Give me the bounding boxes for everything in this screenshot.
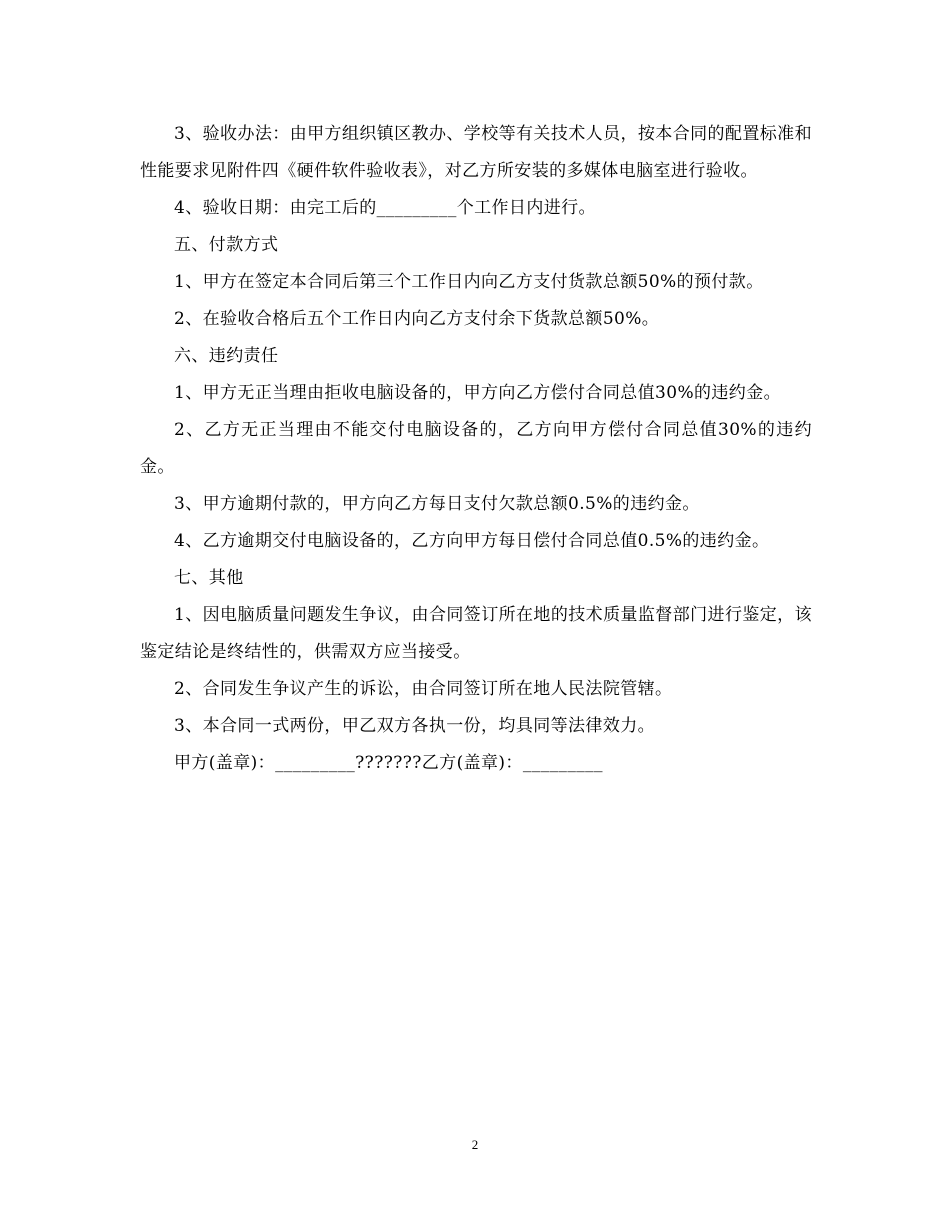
section-heading-payment: 五、付款方式 (174, 235, 279, 255)
paragraph-payment-1: 1、甲方在签定本合同后第三个工作日内向乙方支付货款总额50%的预付款。 (174, 272, 764, 292)
paragraph-liability-1: 1、甲方无正当理由拒收电脑设备的，甲方向乙方偿付合同总值30%的违约金。 (174, 383, 781, 403)
paragraph-liability-4: 4、乙方逾期交付电脑设备的，乙方向甲方每日偿付合同总值0.5%的违约金。 (174, 531, 770, 551)
signature-line: 甲方(盖章)：_________???????乙方(盖章)：_________ (174, 753, 603, 773)
paragraph-liability-3: 3、甲方逾期付款的，甲方向乙方每日支付欠款总额0.5%的违约金。 (174, 494, 700, 514)
paragraph-liability-2: 2、乙方无正当理由不能交付电脑设备的，乙方向甲方偿付合同总值30%的违约金。 (140, 420, 812, 477)
section-heading-other: 七、其他 (174, 568, 244, 588)
document-body (140, 116, 812, 782)
paragraph-other-1: 1、因电脑质量问题发生争议，由合同签订所在地的技术质量监督部门进行鉴定，该鉴定结论是终结性的，供需双方应当接受。 (140, 605, 812, 662)
section-heading-liability: 六、违约责任 (174, 346, 279, 366)
paragraph-acceptance-date: 4、验收日期：由完工后的_________个工作日内进行。 (174, 198, 596, 218)
paragraph-acceptance-method: 3、验收办法：由甲方组织镇区教办、学校等有关技术人员，按本合同的配置标准和性能要求见附件四《硬件软件验收表》，对乙方所安装的多媒体电脑室进行验收。 (140, 124, 812, 181)
paragraph-other-3: 3、本合同一式两份，甲乙双方各执一份，均具同等法律效力。 (174, 716, 656, 736)
paragraph-other-2: 2、合同发生争议产生的诉讼，由合同签订所在地人民法院管辖。 (174, 679, 673, 699)
page-number: 2 (471, 1137, 479, 1152)
paragraph-payment-2: 2、在验收合格后五个工作日内向乙方支付余下货款总额50%。 (174, 309, 660, 329)
